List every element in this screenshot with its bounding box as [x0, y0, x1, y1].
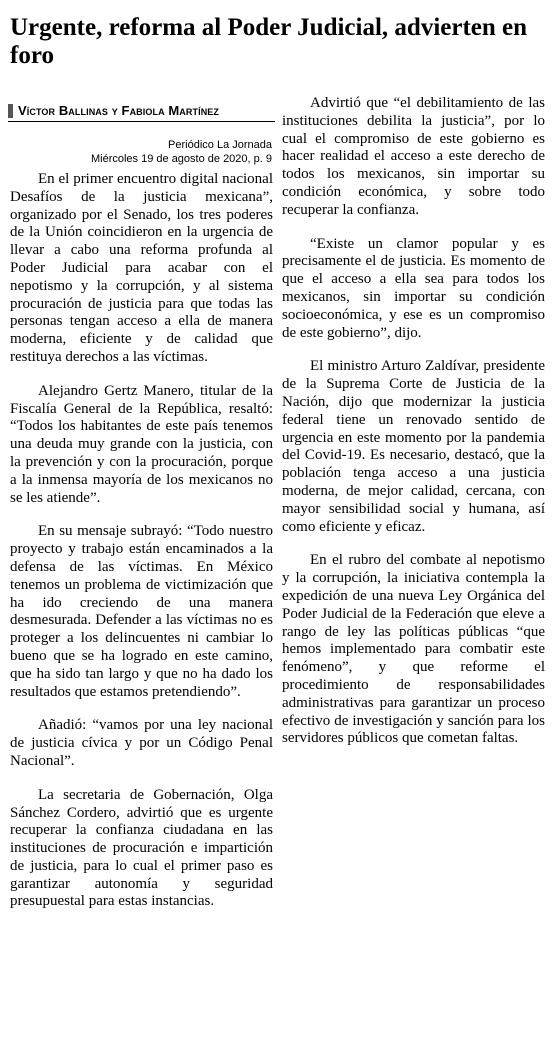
article-columns	[8, 95, 547, 927]
paragraph: Alejandro Gertz Manero, titular de la Fiscalía General de la República, resaltó: “Todos los habitantes de este país tenemos una deuda muy grande con la justicia, con la prevención y con la procuración, porque a la inmensa mayoría de los mexicanos no se les atiende”.	[10, 382, 273, 506]
paragraph: El ministro Arturo Zaldívar, presidente de la Suprema Corte de Justicia de la Nación, dijo que modernizar la justicia federal tiene un renovado sentido de urgencia en este momento por la pandemia del Covid-19. Es necesario, destacó, que la población tenga acceso a una justicia moderna, de mejor calidad, cercana, con mayor sensibilidad social y humana, así como eficiente y eficaz.	[282, 358, 545, 535]
article-page	[0, 14, 553, 1038]
paragraph: En el rubro del combate al nepotismo y la corrupción, la iniciativa contempla la expedición de una nueva Ley Orgánica del Poder Judicial de la Federación que eleve a rango de ley las políticas públicas “que hemos implementado para combatir este fenómeno”, y que reforme el procedimiento de responsabilidades administrativas para garantizar un proceso efectivo de investigación y sanción para los servidores públicos que cometan faltas.	[282, 552, 545, 747]
byline	[8, 103, 275, 122]
source-date: Miércoles 19 de agosto de 2020, p. 9	[90, 153, 272, 165]
source-info	[8, 138, 275, 166]
article-headline: Urgente, reforma al Poder Judicial, advierten en foro	[10, 14, 528, 69]
byline-authors: Víctor Ballinas y Fabiola Martínez	[18, 103, 220, 118]
right-column	[280, 95, 547, 927]
paragraph: Advirtió que “el debilitamiento de las instituciones debilita la justicia”, por lo cual el compromiso de este gobierno es hacer realidad el acceso a este derecho de todos los mexicanos, sin importar su condición económica, y sobre todo recuperar la confianza.	[282, 95, 545, 218]
source-name: Periódico La Jornada	[168, 139, 272, 151]
paragraph: En el primer encuentro digital nacional Desafíos de la justicia mexicana”, organizado por el Senado, los tres poderes de la Unión coincidieron en la urgencia de llevar a cabo una reforma profunda al Poder Judicial para acabar con el nepotismo y la corrupción, y al sistema procuración de justicia para que todas las personas tengan acceso a ella de manera moderna, eficiente y de calidad que restituya derechos a las víctimas.	[10, 171, 273, 365]
paragraph: “Existe un clamor popular y es precisamente el de justicia. Es momento de que el acceso a ella sea para todos los mexicanos, sin importar su condición socioeconómica, y ese es un compromiso de este gobierno”, dijo.	[282, 235, 545, 341]
byline-marker	[8, 104, 13, 118]
paragraph: Añadió: “vamos por una ley nacional de justicia cívica y por un Código Penal Nacional”.	[10, 717, 273, 769]
left-column	[8, 98, 275, 927]
paragraph: En su mensaje subrayó: “Todo nuestro proyecto y trabajo están encaminados a la defensa de las víctimas. En México tenemos un problema de victimización que ha ido creciendo de una manera desmesurada. Defender a las víctimas no es proteger a los delincuentes ni cambiar lo bueno que se ha logrado en este camino, que ha sido tan largo y que no ha dado los resultados que estamos pretendiendo”.	[10, 523, 273, 700]
paragraph: La secretaria de Gobernación, Olga Sánchez Cordero, advirtió que es urgente recuperar la confianza ciudadana en las instituciones de procuración e impartición de justicia, para lo cual el primer paso es garantizar autonomía y seguridad presupuestal para estas instancias.	[10, 786, 273, 910]
